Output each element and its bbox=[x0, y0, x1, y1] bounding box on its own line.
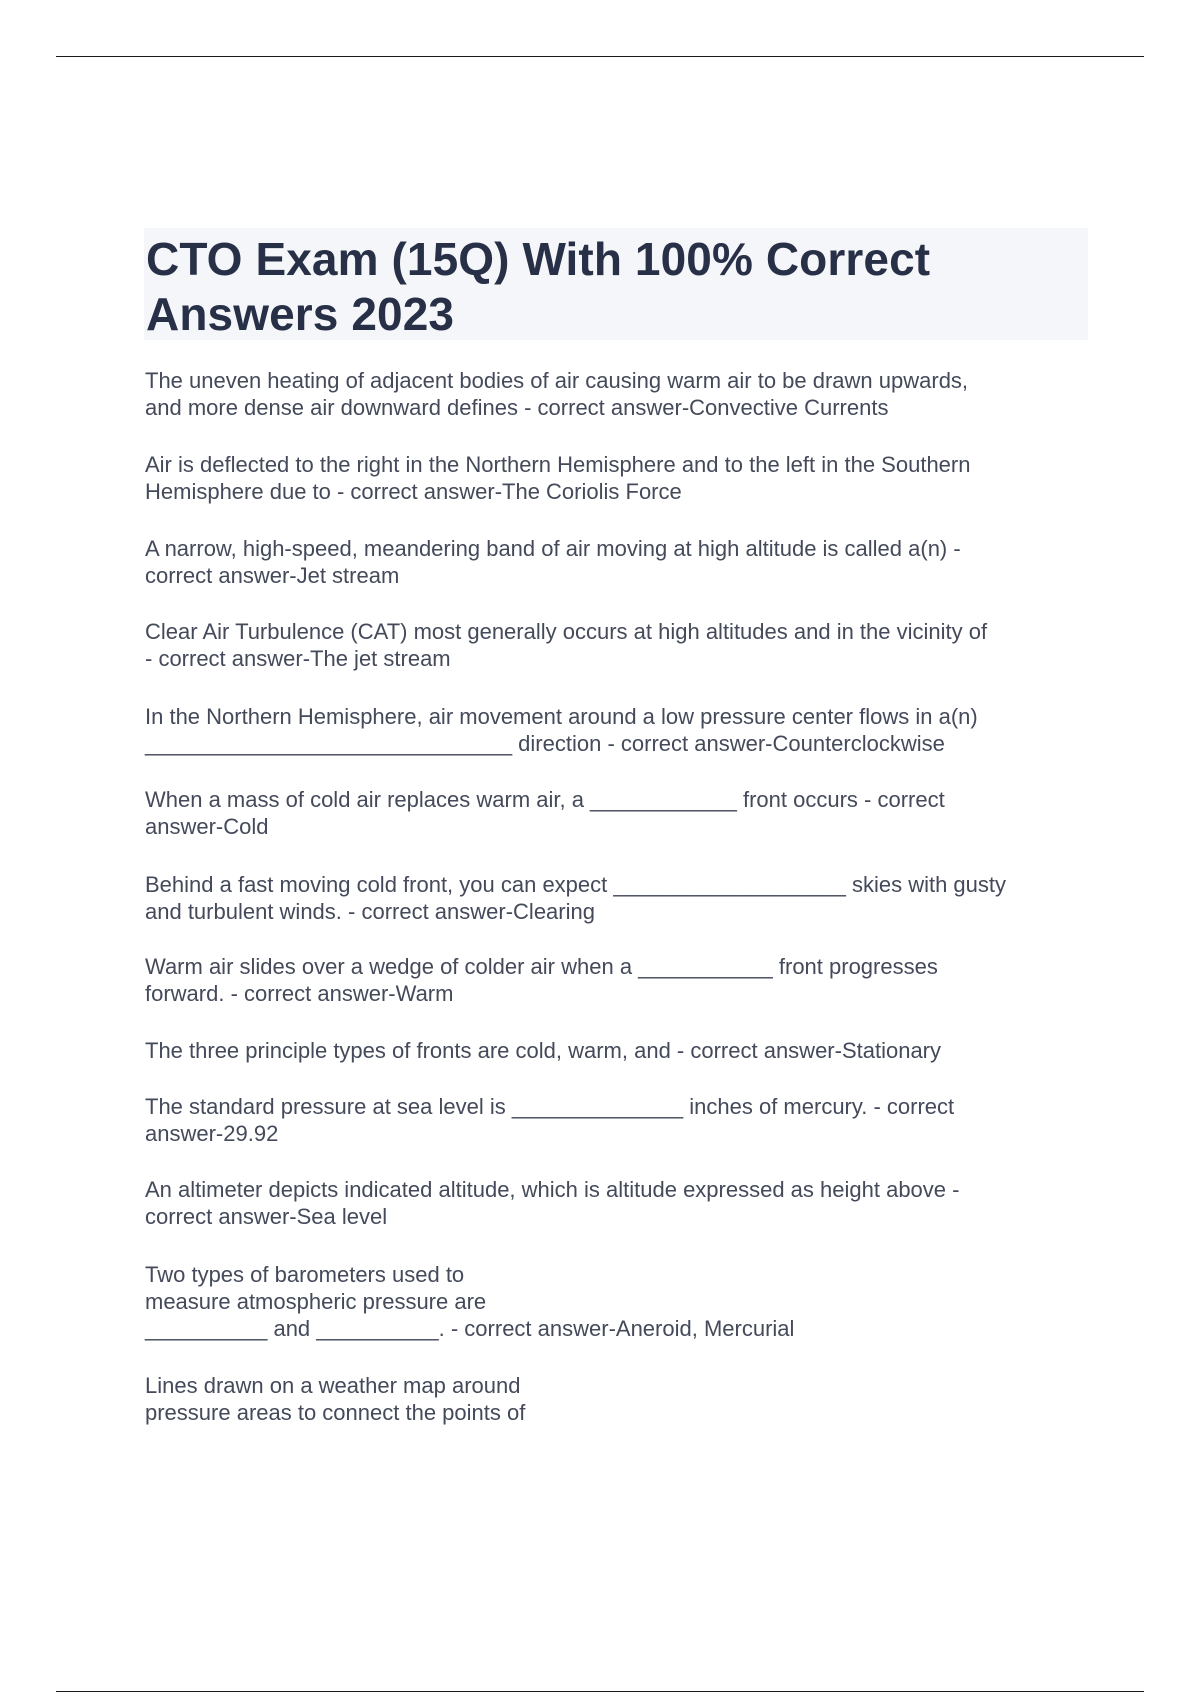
question-12-line-3: __________ and __________. - correct answer-Aneroid, Mercurial bbox=[145, 1316, 795, 1341]
question-6-line-1: When a mass of cold air replaces warm air, a ____________ front occurs - correct bbox=[145, 787, 945, 812]
question-2-line-1: Air is deflected to the right in the Northern Hemisphere and to the left in the Southern bbox=[145, 452, 971, 477]
question-4-line-1: Clear Air Turbulence (CAT) most generally occurs at high altitudes and in the vicinity of bbox=[145, 619, 988, 644]
question-6-line-2: answer-Cold bbox=[145, 814, 269, 839]
question-13 bbox=[145, 1372, 525, 1426]
question-12-line-2: measure atmospheric pressure are bbox=[145, 1289, 487, 1314]
question-3-line-2: correct answer-Jet stream bbox=[145, 563, 400, 588]
question-5-line-1: In the Northern Hemisphere, air movement around a low pressure center flows in a(n) bbox=[145, 704, 978, 729]
question-10-line-1: The standard pressure at sea level is ______________ inches of mercury. - correct bbox=[145, 1094, 955, 1119]
question-7 bbox=[145, 871, 1006, 925]
question-11-line-2: correct answer-Sea level bbox=[145, 1204, 388, 1229]
question-9-line-1: The three principle types of fronts are cold, warm, and - correct answer-Stationary bbox=[145, 1038, 942, 1063]
question-9 bbox=[145, 1037, 941, 1064]
question-3 bbox=[145, 535, 961, 589]
footer-rule bbox=[56, 1691, 1144, 1692]
question-8-line-1: Warm air slides over a wedge of colder air when a ___________ front progresses bbox=[145, 954, 938, 979]
question-12 bbox=[145, 1261, 794, 1342]
question-13-line-2: pressure areas to connect the points of bbox=[145, 1400, 526, 1425]
question-7-line-1: Behind a fast moving cold front, you can expect ___________________ skies with gusty bbox=[145, 872, 1007, 897]
question-13-line-1: Lines drawn on a weather map around bbox=[145, 1373, 521, 1398]
question-2 bbox=[145, 451, 970, 505]
question-7-line-2: and turbulent winds. - correct answer-Clearing bbox=[145, 899, 595, 924]
question-4-line-2: - correct answer-The jet stream bbox=[145, 646, 451, 671]
question-3-line-1: A narrow, high-speed, meandering band of air moving at high altitude is called a(n) - bbox=[145, 536, 961, 561]
question-5-line-2: ______________________________ direction - correct answer-Counterclockwise bbox=[145, 731, 945, 756]
question-11 bbox=[145, 1176, 959, 1230]
question-5 bbox=[145, 703, 978, 757]
question-1 bbox=[145, 367, 968, 421]
question-1-line-2: and more dense air downward defines - correct answer-Convective Currents bbox=[145, 395, 889, 420]
question-1-line-1: The uneven heating of adjacent bodies of air causing warm air to be drawn upwards, bbox=[145, 368, 969, 393]
document-title-line-1: CTO Exam (15Q) With 100% Correct bbox=[146, 233, 931, 285]
question-11-line-1: An altimeter depicts indicated altitude, which is altitude expressed as height above - bbox=[145, 1177, 960, 1202]
question-10 bbox=[145, 1093, 954, 1147]
question-8 bbox=[145, 953, 938, 1007]
question-6 bbox=[145, 786, 945, 840]
question-8-line-2: forward. - correct answer-Warm bbox=[145, 981, 454, 1006]
question-12-line-1: Two types of barometers used to bbox=[145, 1262, 465, 1287]
question-10-line-2: answer-29.92 bbox=[145, 1121, 279, 1146]
header-rule bbox=[56, 56, 1144, 57]
document-title bbox=[146, 232, 1046, 342]
question-4 bbox=[145, 618, 987, 672]
document-title-line-2: Answers 2023 bbox=[146, 288, 455, 340]
question-2-line-2: Hemisphere due to - correct answer-The Coriolis Force bbox=[145, 479, 682, 504]
